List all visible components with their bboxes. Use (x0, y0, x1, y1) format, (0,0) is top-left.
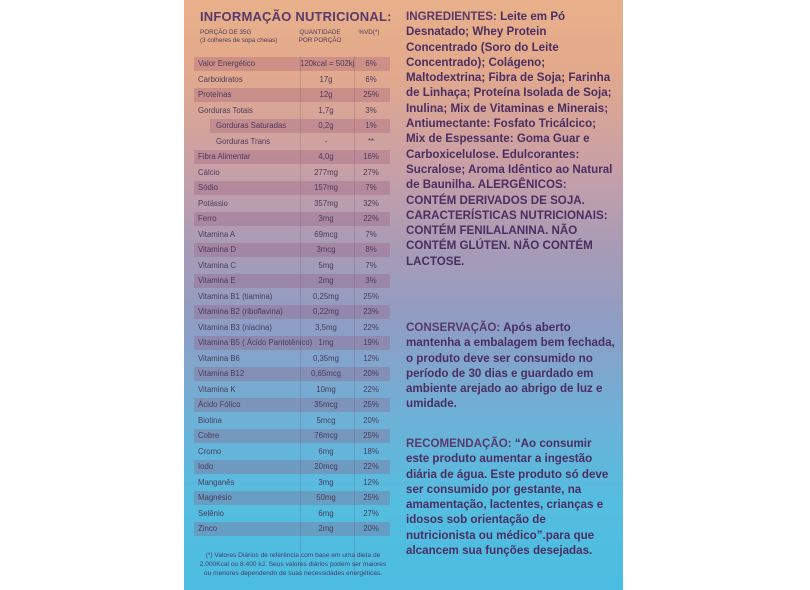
nutrient-row (194, 304, 390, 320)
nutrient-quantity: 50mg (316, 493, 336, 503)
nutrient-name: Valor Energético (198, 59, 256, 68)
nutrient-name: Sódio (198, 183, 218, 193)
nutrient-quantity: 0,22mg (312, 307, 339, 317)
nutrient-vd: 22% (363, 462, 379, 472)
nutrient-vd: 20% (363, 415, 379, 425)
nutrient-row (194, 103, 390, 119)
nutrient-vd: 16% (363, 152, 379, 162)
nutrient-quantity: 0,65mcg (311, 369, 341, 379)
nutrient-quantity: - (324, 136, 328, 146)
nutrient-row (194, 134, 390, 150)
nutrient-row (194, 413, 390, 429)
nutrient-name: Ferro (198, 214, 217, 224)
nutrient-quantity: 3mcg (316, 245, 336, 255)
nutrient-quantity: 35mcg (314, 400, 338, 410)
vd-header: %VD(*) (358, 29, 380, 36)
nutrient-vd: 25% (363, 291, 379, 301)
nutrient-vd: 12% (363, 353, 379, 363)
nutrient-quantity: 3mg (318, 477, 334, 487)
nutrient-row (194, 459, 390, 475)
nutrient-vd: 20% (363, 369, 379, 379)
nutrient-row (194, 118, 390, 134)
nutrient-name: Vitamina B12 (198, 369, 245, 379)
nutrient-vd: 19% (363, 338, 379, 348)
nutrient-quantity: 5mg (318, 260, 334, 270)
nutrient-row (194, 366, 390, 382)
nutrient-quantity: 0,25mg (312, 291, 339, 301)
nutrient-quantity: 0,2g (318, 121, 334, 131)
portion-note: (3 colheres de sopa cheias) (200, 37, 278, 44)
nutrient-quantity: 357mg (314, 198, 338, 208)
nutrient-name: Vitamina B5 ( Ácido Pantotênico) (198, 338, 313, 348)
nutrient-vd: 23% (363, 307, 379, 317)
nutrient-name: Potássio (198, 198, 228, 208)
ingredients-text: Leite em Pó Desnatado; Whey Protein Concentrado (Soro do Leite Concentrado); Colágeno; Maltodextrina; Fibra de Soja; Farinha de Linhaça; Proteína Isolada de Soja; Inulina; Mix de Vitaminas e Minerais; Antiumectante: Fosfato Tricálcico; Mix de Espessante: Goma Guar e Carboxicelulose. Edulcorantes: Sucralose; Aroma Idêntico ao Natural de Baunilha. ALERGÊNICOS: CONTÉM DERIVADOS DE SOJA. CARACTERÍSTICAS NUTRICIONAIS: CONTÉM FENILALANINA. NÃO CONTÉM GLÚTEN. NÃO CONTÉM LACTOSE. (406, 10, 613, 268)
nutrient-row (194, 428, 390, 444)
nutrient-name: Vitamina E (198, 276, 236, 286)
nutrient-row (194, 506, 390, 522)
conservation-heading: CONSERVAÇÃO: (406, 321, 501, 334)
nutrient-quantity: 1mg (318, 338, 334, 348)
ingredients-heading: INGREDIENTES: (406, 10, 497, 23)
nutrient-vd: 22% (363, 214, 379, 224)
nutrient-vd: 27% (363, 508, 379, 518)
nutrient-row (194, 165, 390, 181)
nutrient-quantity: 5mcg (316, 415, 336, 425)
nutrient-row (194, 72, 390, 88)
nutrient-vd: 6% (365, 59, 377, 68)
nutrient-vd: ** (367, 136, 375, 146)
nutrient-vd: 20% (363, 524, 379, 534)
nutrient-row (194, 397, 390, 413)
nutrient-row (194, 475, 390, 491)
nutrient-quantity: 3mg (318, 214, 334, 224)
nutrient-row (194, 289, 390, 305)
nutrient-name: Vitamina C (198, 260, 236, 270)
nutrient-vd: 22% (363, 384, 379, 394)
nutrient-vd: 3% (365, 276, 377, 286)
nutrient-row (194, 87, 390, 103)
nutrient-row (194, 227, 390, 243)
nutrient-name: Cromo (198, 446, 222, 456)
nutrient-quantity: 6mg (318, 508, 334, 518)
nutrient-vd: 25% (363, 90, 379, 100)
portion-header (200, 29, 290, 45)
nutrient-name: Vitamina B3 (niacina) (198, 322, 272, 332)
nutrient-vd: 7% (365, 183, 377, 193)
nutrient-name: Vitamina B6 (198, 353, 240, 363)
nutrient-row (194, 490, 390, 506)
nutrient-name: Vitamina K (198, 384, 236, 394)
nutrient-row (194, 180, 390, 196)
nutrient-name: Vitamina A (198, 229, 236, 239)
nutrition-facts-section (184, 0, 394, 590)
nutrient-name: Magnésio (198, 493, 232, 503)
nutrient-name: Proteínas (198, 90, 232, 100)
nutrient-row (194, 521, 390, 537)
nutrient-vd: 8% (365, 245, 377, 255)
nutrient-row (194, 382, 390, 398)
nutrient-name: Vitamina B2 (riboflavina) (198, 307, 283, 317)
nutrition-label-panel (184, 0, 623, 590)
nutrient-row (194, 211, 390, 227)
nutrient-vd: 32% (363, 198, 379, 208)
nutrient-row (194, 196, 390, 212)
nutrient-row (194, 351, 390, 367)
nutrient-name: Gorduras Totais (198, 105, 253, 115)
nutrient-quantity: 6mg (318, 446, 334, 456)
nutrient-quantity: 3,5mg (315, 322, 337, 332)
nutrition-table (194, 56, 390, 537)
nutrient-row (194, 56, 390, 72)
nutrient-quantity: 2mg (318, 524, 334, 534)
nutrient-quantity: 0,35mg (312, 353, 339, 363)
portion-label: PORÇÃO DE 35G (200, 29, 252, 36)
daily-value-footnote: (*) Valores Diários de referência com base em uma dieta de 2.000Kcal ou 8.400 kJ. Seus valores diários podem ser maiores ou menores dependendo de suas necessidades energéticas. (199, 552, 387, 577)
recommendation-heading: RECOMENDAÇÃO: (406, 437, 512, 450)
nutrient-row (194, 149, 390, 165)
nutrient-name: Iodo (198, 462, 214, 472)
nutrient-row (194, 320, 390, 336)
nutrient-quantity: 1,7g (318, 105, 334, 115)
nutrient-vd: 25% (363, 400, 379, 410)
nutrient-quantity: 120kcal = 502kj (300, 59, 355, 68)
nutrient-vd: 25% (363, 431, 379, 441)
nutrient-name: Biotina (198, 415, 222, 425)
nutrient-quantity: 76mcg (314, 431, 338, 441)
nutrient-name: Ácido Fólico (198, 400, 241, 410)
nutrient-quantity: 20mcg (314, 462, 338, 472)
nutrient-name: Vitamina D (198, 245, 236, 255)
nutrient-name: Fibra Alimentar (198, 152, 251, 162)
nutrient-name: Cálcio (198, 167, 220, 177)
conservation-block (406, 320, 616, 412)
nutrient-vd: 7% (365, 260, 377, 270)
ingredients-block (406, 9, 616, 269)
nutrient-row (194, 242, 390, 258)
nutrient-name: Selênio (198, 508, 225, 518)
nutrient-quantity: 12g (319, 90, 333, 100)
nutrient-row (194, 273, 390, 289)
nutrient-vd: 25% (363, 493, 379, 503)
nutrient-quantity: 17g (319, 74, 333, 84)
nutrient-vd: 27% (363, 167, 379, 177)
nutrient-name: Manganês (198, 477, 235, 487)
nutrient-name: Cobre (198, 431, 220, 441)
nutrient-vd: 12% (363, 477, 379, 487)
nutrient-name: Carboidratos (198, 74, 243, 84)
text-section (402, 0, 616, 590)
nutrient-quantity: 2mg (318, 276, 334, 286)
conservation-text: Após aberto mantenha a embalagem bem fechada, o produto deve ser consumido no período de 30 dias e guardado em ambiente arejado ao abrigo de luz e umidade. (406, 321, 615, 411)
nutrient-vd: 6% (365, 74, 377, 84)
nutrient-vd: 22% (363, 322, 379, 332)
nutrient-name: Zinco (198, 524, 218, 534)
nutrient-name: Vitamina B1 (tiamina) (198, 291, 273, 301)
nutrient-vd: 1% (365, 121, 377, 131)
nutrient-quantity: 69mcg (314, 229, 338, 239)
nutrient-vd: 18% (363, 446, 379, 456)
nutrient-quantity: 277mg (314, 167, 338, 177)
nutrition-title: INFORMAÇÃO NUTRICIONAL: (200, 9, 392, 24)
quantity-header: QUANTIDADE POR PORÇÃO (298, 29, 342, 44)
nutrient-row (194, 258, 390, 274)
nutrient-vd: 7% (365, 229, 377, 239)
nutrient-quantity: 157mg (314, 183, 338, 193)
nutrient-quantity: 10mg (316, 384, 336, 394)
nutrient-quantity: 4,0g (318, 152, 334, 162)
recommendation-text: “Ao consumir este produto aumentar a ingestão diária de água. Este produto só deve ser consumido por gestante, na amamentação, lactentes, crianças e idosos sob orientação de nutricionista ou médico”.para que alcancem sua funções desejadas. (406, 437, 609, 558)
nutrient-vd: 3% (365, 105, 377, 115)
nutrient-name: Gorduras Saturadas (216, 121, 287, 131)
nutrient-name: Gorduras Trans (216, 136, 271, 146)
recommendation-block (406, 436, 616, 558)
nutrient-row (194, 444, 390, 460)
nutrient-row (194, 335, 390, 351)
